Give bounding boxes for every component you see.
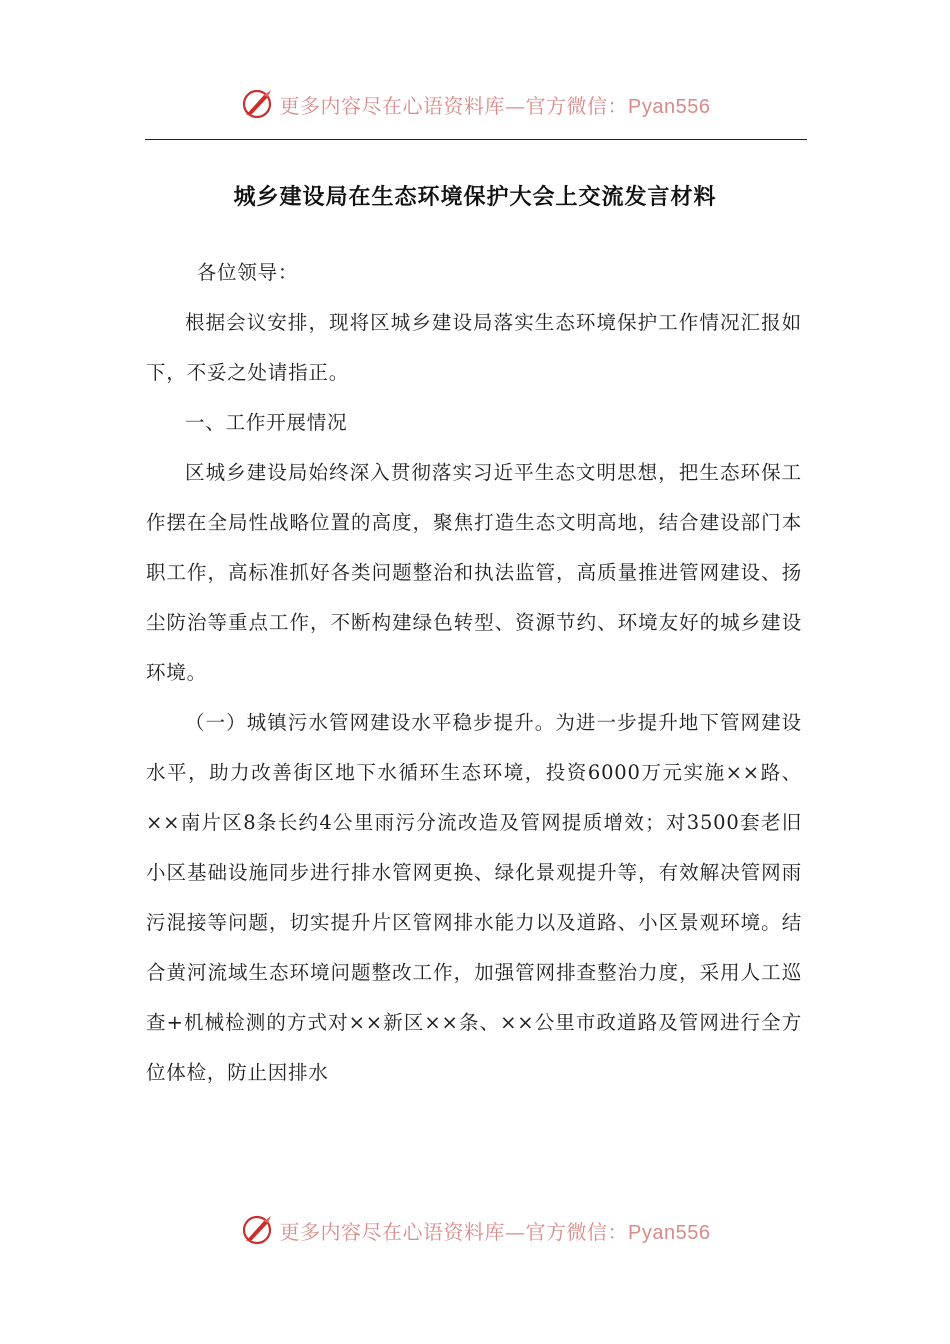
- footer-banner-text: [280, 1216, 711, 1245]
- header-banner-id: Pyan556: [628, 95, 711, 118]
- document-title: 城乡建设局在生态环境保护大会上交流发言材料: [233, 185, 717, 210]
- header-divider: [145, 139, 807, 140]
- paragraph-intro: 根据会议安排，现将区城乡建设局落实生态环境保护工作情况汇报如下，不妥之处请指正。: [146, 311, 802, 384]
- section-heading-1: 一、工作开展情况: [185, 411, 348, 434]
- paragraph-overview: 区城乡建设局始终深入贯彻落实习近平生态文明思想，把生态环保工作摆在全局性战略位置的高度，聚焦打造生态文明高地，结合建设部门本职工作，高标准抓好各类问题整治和执法监管，高质量推进管网建设、扬尘防治等重点工作，不断构建绿色转型、资源节约、环境友好的城乡建设环境。: [146, 461, 802, 684]
- quill-logo-icon: [240, 87, 274, 121]
- document-body: [146, 248, 802, 1098]
- header-banner-label: 更多内容尽在心语资料库—官方微信：: [279, 93, 629, 118]
- footer-banner: [0, 1210, 950, 1250]
- paragraph-subsection-1: （一）城镇污水管网建设水平稳步提升。为进一步提升地下管网建设水平，助力改善街区地下水循环生态环境，投资6000万元实施××路、××南片区8条长约4公里雨污分流改造及管网提质增效；对3500套老旧小区基础设施同步进行排水管网更换、绿化景观提升等，有效解决管网雨污混接等问题，切实提升片区管网排水能力以及道路、小区景观环境。结合黄河流域生态环境问题整改工作，加强管网排查整治力度，采用人工巡查+机械检测的方式对××新区××条、××公里市政道路及管网进行全方位体检，防止因排水: [146, 711, 802, 1084]
- paragraph-salutation: 各位领导：: [196, 261, 299, 284]
- footer-banner-label: 更多内容尽在心语资料库—官方微信：: [279, 1219, 629, 1244]
- header-banner: [0, 84, 950, 124]
- footer-banner-id: Pyan556: [628, 1221, 711, 1244]
- quill-logo-icon: [240, 1213, 274, 1247]
- header-banner-text: [280, 90, 711, 119]
